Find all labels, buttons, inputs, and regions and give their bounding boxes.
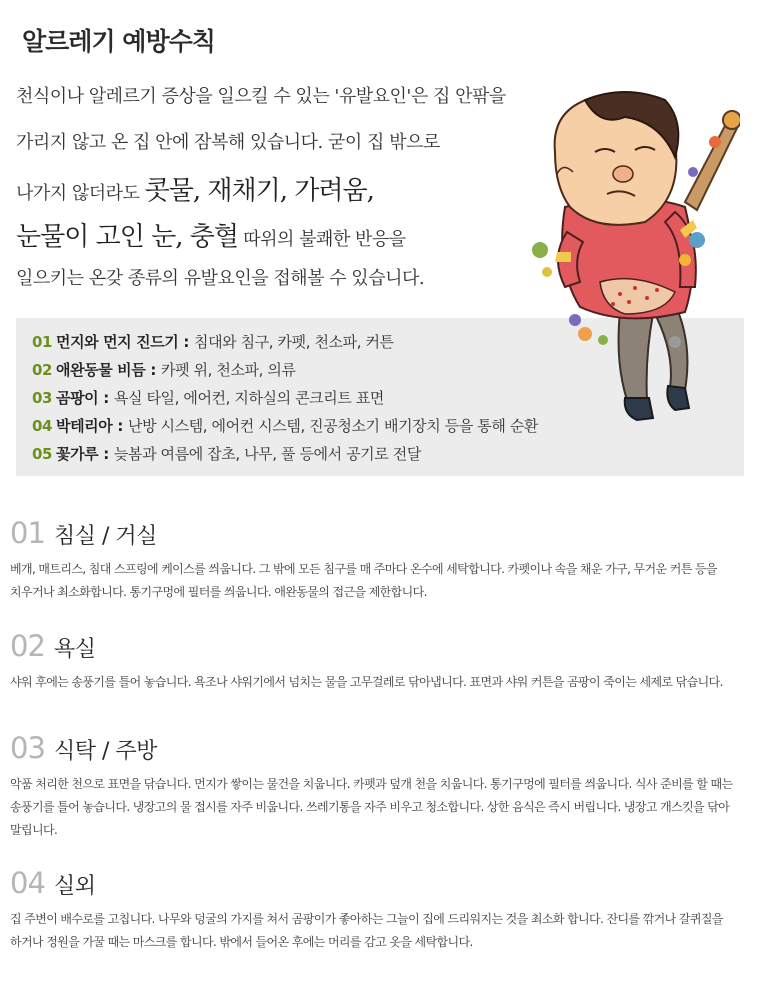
section-title: 식탁 / 주방 — [54, 739, 157, 764]
section-body: 집 주변이 배수로를 고칩니다. 나무와 덩굴의 가지를 쳐서 곰팡이가 좋아하는 그늘이 집에 드리워지는 것을 최소화 합니다. 잔디를 깎거나 갈퀴질을 하거나 정원을 가꿀 때는 마스크를 합니다. 밖에서 들어온 후에는 머리를 감고 옷을 세탁합니다. — [10, 912, 723, 949]
factor-separator: : — [183, 333, 189, 351]
section-title: 욕실 — [54, 637, 96, 662]
intro-text-span: 따위의 불쾌한 반응을 — [238, 229, 406, 250]
factor-number: 01 — [32, 333, 53, 351]
intro-line: 가리지 않고 온 집 안에 잠복해 있습니다. 굳이 집 밖으로 — [16, 132, 440, 153]
section-bedroom — [10, 516, 752, 604]
section-title: 침실 / 거실 — [54, 524, 157, 549]
factor-separator: : — [117, 417, 123, 435]
factor-separator: : — [150, 361, 156, 379]
factor-name: 박테리아 — [56, 417, 113, 435]
section-title: 실외 — [54, 874, 96, 899]
factor-item — [32, 328, 538, 356]
factor-number: 02 — [32, 361, 53, 379]
intro-line — [16, 216, 406, 253]
intro-line — [16, 170, 374, 207]
section-number: 02 — [10, 629, 45, 663]
factor-description: 욕실 타일, 에어컨, 지하실의 콘크리트 표면 — [113, 389, 384, 407]
section-number: 04 — [10, 866, 45, 900]
intro-symptoms-highlight: 콧물, 재채기, 가려움, — [144, 176, 374, 206]
intro-symptoms-highlight: 눈물이 고인 눈, 충혈 — [16, 222, 238, 252]
intro-line: 천식이나 알레르기 증상을 일으킬 수 있는 '유발요인'은 집 안팎을 — [16, 86, 506, 107]
factor-name: 먼지와 먼지 진드기 — [56, 333, 179, 351]
allergy-cartoon-illustration — [525, 82, 740, 427]
section-number: 03 — [10, 731, 45, 765]
factor-separator: : — [103, 389, 109, 407]
section-bathroom — [10, 629, 752, 694]
intro-text-span: 나가지 않더라도 — [16, 183, 145, 204]
factor-number: 04 — [32, 417, 53, 435]
factor-number: 03 — [32, 389, 53, 407]
factor-description: 난방 시스템, 에어컨 시스템, 진공청소기 배기장치 등을 통해 순환 — [127, 417, 539, 435]
factor-number: 05 — [32, 445, 53, 463]
factor-item — [32, 412, 538, 440]
section-number: 01 — [10, 516, 45, 550]
page-title: 알르레기 예방수칙 — [22, 27, 215, 56]
legs — [619, 304, 689, 420]
section-kitchen — [10, 731, 752, 842]
factor-name: 곰팡이 — [56, 389, 99, 407]
factor-description: 침대와 침구, 카펫, 천소파, 커튼 — [193, 333, 394, 351]
section-body: 샤워 후에는 송풍기를 틀어 놓습니다. 욕조나 샤워기에서 넘치는 물을 고무걸레로 닦아냅니다. 표면과 샤워 커튼을 곰팡이 죽이는 세제로 닦습니다. — [10, 675, 723, 689]
section-header — [10, 516, 752, 552]
trigger-factors-list — [32, 328, 538, 468]
head — [555, 92, 679, 225]
section-outdoor — [10, 866, 752, 954]
section-header — [10, 866, 752, 902]
section-header — [10, 629, 752, 665]
bat-stick — [685, 111, 740, 210]
section-body: 베개, 매트리스, 침대 스프링에 케이스를 씌웁니다. 그 밖에 모든 침구를 매 주마다 온수에 세탁합니다. 카펫이나 속을 채운 가구, 무거운 커튼 등을 치우거나 최소화합니다. 통기구멍에 필터를 씌웁니다. 애완동물의 접근을 제한합니다. — [10, 562, 717, 599]
factor-item — [32, 440, 538, 468]
section-body: 악품 처리한 천으로 표면을 닦습니다. 먼지가 쌓이는 물건을 치웁니다. 카펫과 덮개 천을 치웁니다. 통기구멍에 필터를 씌웁니다. 식사 준비를 할 때는 송풍기를 틀어 놓습니다. 냉장고의 물 접시를 자주 비웁니다. 쓰레기통을 자주 비우고 청소합니다. 상한 음식은 즉시 버립니다. 냉장고 개스킷을 닦아 말립니다. — [10, 777, 733, 837]
factor-description: 카펫 위, 천소파, 의류 — [160, 361, 296, 379]
factor-name: 애완동물 비듬 — [56, 361, 146, 379]
factor-item — [32, 356, 538, 384]
section-header — [10, 731, 752, 767]
factor-separator: : — [103, 445, 109, 463]
factor-item — [32, 384, 538, 412]
factor-name: 꽃가루 — [56, 445, 99, 463]
intro-line: 일으키는 온갖 종류의 유발요인을 접해볼 수 있습니다. — [16, 268, 425, 289]
factor-description: 늦봄과 여름에 잡초, 나무, 풀 등에서 공기로 전달 — [113, 445, 421, 463]
